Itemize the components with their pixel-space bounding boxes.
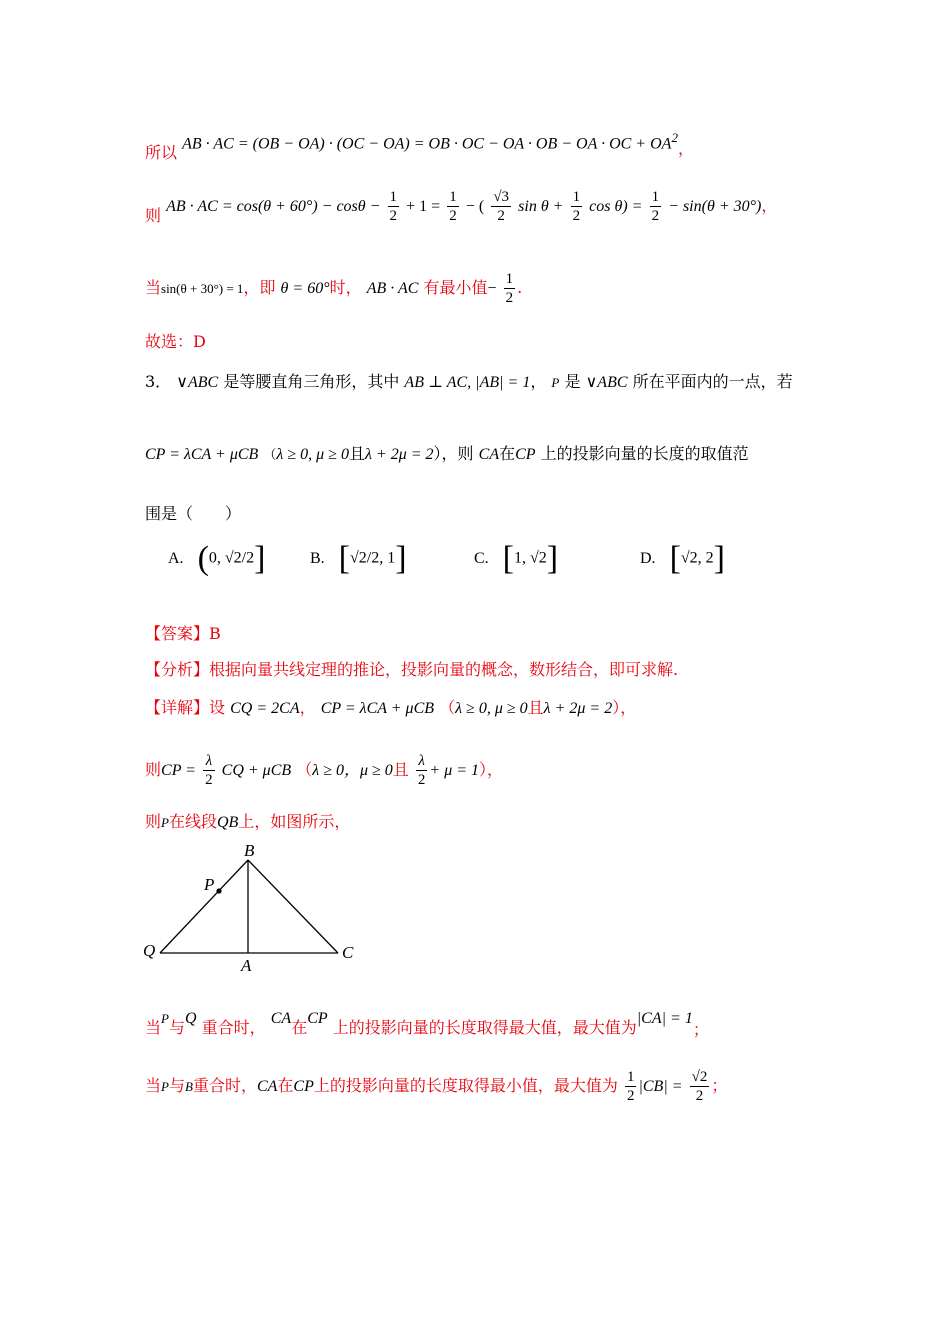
detail-and: 且 — [527, 698, 544, 717]
max-text-2: 上的投影向量的长度取得最大值，最大值为 — [332, 1018, 637, 1037]
option-b-content: √2/2, 1 — [350, 549, 396, 567]
question-3-line-3: 围是（ ） — [145, 504, 242, 523]
q3-comma: ， — [530, 372, 547, 391]
option-d-content: √2, 2 — [680, 549, 714, 567]
fraction-min: $\frac{1}{2}$ — [505, 271, 514, 306]
question-number: 3． — [145, 372, 172, 391]
min-b: B — [184, 1079, 193, 1094]
seg-prefix: 则 — [145, 812, 162, 831]
label-p: P — [204, 875, 215, 894]
q3-lambda-mu: λ ≥ 0, μ ≥ 0 — [276, 446, 349, 463]
answer-line — [145, 624, 221, 643]
q3-sum: λ + 2μ = 2 — [364, 446, 434, 463]
label-q: Q — [143, 941, 156, 960]
formula-part-a: AB · AC = cos(θ + 60°) − cosθ − — [166, 198, 381, 215]
detail-comma: ， — [299, 698, 316, 717]
min-cp: CP — [293, 1078, 314, 1095]
fraction-1-2-d: $\frac{1}{2}$ — [651, 189, 660, 224]
label-when-2: 时， — [329, 278, 362, 297]
detail-cq: CQ = 2CA — [230, 700, 300, 717]
then-paren-open: （ — [296, 760, 313, 779]
q3-condition: AB ⊥ AC, |AB| = 1 — [404, 374, 531, 391]
bracket-close-icon: ] — [713, 540, 725, 577]
then-prefix: 则 — [145, 760, 162, 779]
max-value: |CA| = 1 — [636, 1010, 693, 1027]
detail-line — [145, 698, 636, 718]
detail-paren-open: （ — [439, 698, 456, 717]
bracket-open-icon: ( — [197, 540, 209, 577]
fraction-half: $\frac{1}{2}$ — [626, 1069, 635, 1104]
then-lambda-mu: λ ≥ 0，μ ≥ 0 — [312, 762, 393, 779]
fraction-lambda-2: $\frac{\lambda}{2}$ — [205, 753, 213, 788]
solution-line-1 — [145, 130, 694, 163]
fraction-sqrt3-2: $\frac{√3}{2}$ — [493, 189, 510, 224]
q3-text-3: 上的投影向量的长度的取值范 — [540, 444, 749, 463]
seg-text-1: 在线段 — [168, 812, 217, 831]
detail-cp: CP = λCA + μCB — [320, 700, 435, 717]
minus-sign: − — [487, 280, 497, 297]
option-d[interactable] — [640, 540, 725, 578]
label-min-value: 有最小值 — [423, 278, 488, 297]
answer-tag: 【答案】 — [145, 624, 210, 643]
formula-part-e: cos θ) = — [589, 198, 643, 215]
theta-value: θ = 60° — [280, 280, 330, 297]
then-cp: CP = — [161, 762, 196, 779]
detail-paren-close: ）， — [612, 698, 637, 717]
formula-dot-product: AB · AC = (OB − OA) · (OC − OA) = OB · OC − OA · OB − OA · OC + OA — [182, 135, 672, 153]
option-a-label: A. — [168, 549, 184, 567]
q3-text-2: 所在平面内的一点，若 — [632, 372, 793, 391]
option-b[interactable] — [310, 540, 407, 578]
choice-line: 故选：D — [145, 332, 206, 351]
bracket-open-icon: [ — [669, 540, 681, 577]
detail-sum: λ + 2μ = 2 — [543, 700, 613, 717]
fraction-1-2-c: $\frac{1}{2}$ — [572, 189, 581, 224]
seg-p: P — [161, 815, 169, 830]
analysis-line — [145, 660, 678, 679]
min-text-2: 上的投影向量的长度取得最小值，最大值为 — [313, 1076, 618, 1095]
then-sum: + μ = 1 — [429, 762, 480, 779]
vector-ca: CA — [478, 446, 500, 463]
then-paren-close: ）， — [479, 760, 504, 779]
label-so: 所以 — [145, 143, 178, 163]
analysis-tag: 【分析】 — [145, 660, 210, 679]
label-a: A — [241, 956, 252, 975]
formula-part-b: + 1 = — [406, 198, 441, 215]
solution-line-3 — [145, 270, 522, 307]
then-and: 且 — [392, 760, 409, 779]
detail-lambda-mu: λ ≥ 0, μ ≥ 0 — [455, 700, 528, 717]
max-with: 与 — [168, 1018, 185, 1037]
point-p: P — [551, 375, 560, 390]
max-suffix: ； — [692, 1020, 709, 1039]
q3-cp-formula: CP = λCA + μCB — [145, 446, 259, 463]
paren-open: （ — [263, 448, 277, 463]
q3-is: 是 — [564, 372, 581, 391]
punct-comma-2: ， — [761, 196, 778, 215]
vector-cp: CP — [515, 446, 536, 463]
bracket-open-icon: [ — [338, 540, 350, 577]
max-cp: CP — [307, 1010, 328, 1027]
max-ca: CA — [270, 1010, 292, 1027]
solution-line-2 — [145, 188, 777, 225]
min-prefix: 当 — [145, 1076, 162, 1095]
triangle-abc-2: ∨ABC — [585, 374, 628, 391]
bracket-close-icon: ] — [546, 540, 559, 577]
max-text-1: 重合时， — [201, 1018, 266, 1037]
option-c-content: 1, √2 — [514, 549, 547, 567]
min-text-1: 重合时， — [192, 1076, 257, 1095]
min-p: P — [161, 1079, 169, 1094]
option-c[interactable] — [474, 540, 558, 578]
fraction-sqrt2-2: $\frac{√2}{2}$ — [691, 1069, 708, 1104]
min-cb: |CB| = — [638, 1078, 683, 1095]
paren-close: ），则 — [433, 444, 474, 463]
bracket-close-icon: ] — [395, 540, 407, 577]
formula-part-d: sin θ + — [518, 198, 564, 215]
option-c-label: C. — [474, 549, 489, 567]
detail-tag: 【详解】 — [145, 698, 210, 717]
q3-text-1: 是等腰直角三角形，其中 — [223, 372, 400, 391]
then-line — [145, 752, 503, 789]
min-suffix: ； — [711, 1076, 728, 1095]
option-a[interactable] — [168, 540, 265, 578]
period: . — [517, 278, 523, 297]
label-b: B — [244, 841, 255, 860]
detail-let: 设 — [209, 698, 226, 717]
fraction-lambda-2-b: $\frac{\lambda}{2}$ — [417, 753, 426, 788]
min-ca: CA — [256, 1078, 278, 1095]
point-p-dot — [216, 888, 221, 893]
option-d-label: D. — [640, 549, 656, 567]
condition-sin: sin(θ + 30°) = 1 — [161, 281, 244, 296]
triangle-abc: ∨ABC — [176, 374, 219, 391]
option-b-label: B. — [310, 549, 325, 567]
formula-part-f: − sin(θ + 30°) — [668, 198, 762, 215]
segment-bc — [248, 860, 338, 953]
q3-and: 且 — [348, 444, 365, 463]
triangle-figure — [140, 838, 370, 978]
seg-text-2: 上，如图所示， — [238, 812, 351, 831]
label-c: C — [342, 943, 354, 962]
min-with: 与 — [168, 1076, 185, 1095]
fraction-1-2-b: $\frac{1}{2}$ — [449, 189, 457, 224]
label-when: 当 — [145, 278, 162, 297]
answer-value: B — [209, 624, 221, 643]
q3-at: 在 — [499, 444, 516, 463]
max-at: 在 — [291, 1018, 308, 1037]
punct-comma: ， — [677, 139, 694, 159]
formula-part-c: − ( — [465, 198, 485, 215]
max-prefix: 当 — [145, 1018, 162, 1037]
label-then: 则 — [145, 206, 162, 225]
analysis-text: 根据向量共线定理的推论，投影向量的概念，数形结合，即可求解. — [209, 660, 679, 679]
bracket-close-icon: ] — [254, 540, 266, 577]
then-rest: CQ + μCB — [221, 762, 292, 779]
max-q: Q — [184, 1010, 197, 1027]
superscript-2: 2 — [671, 130, 678, 145]
segment-line — [145, 812, 350, 832]
seg-qb: QB — [216, 814, 239, 831]
option-a-content: 0, √2/2 — [208, 549, 255, 567]
segment-qb — [160, 860, 248, 953]
min-at: 在 — [277, 1076, 294, 1095]
question-3-line-1 — [145, 372, 793, 392]
min-line — [145, 1068, 727, 1105]
max-p: P — [161, 1011, 169, 1026]
fraction-1-2: $\frac{1}{2}$ — [389, 189, 398, 224]
dot-product-expr: AB · AC — [366, 280, 419, 297]
max-line — [145, 1008, 709, 1039]
label-namely: ，即 — [243, 278, 276, 297]
bracket-open-icon: [ — [502, 540, 514, 577]
question-3-line-2 — [145, 444, 749, 464]
